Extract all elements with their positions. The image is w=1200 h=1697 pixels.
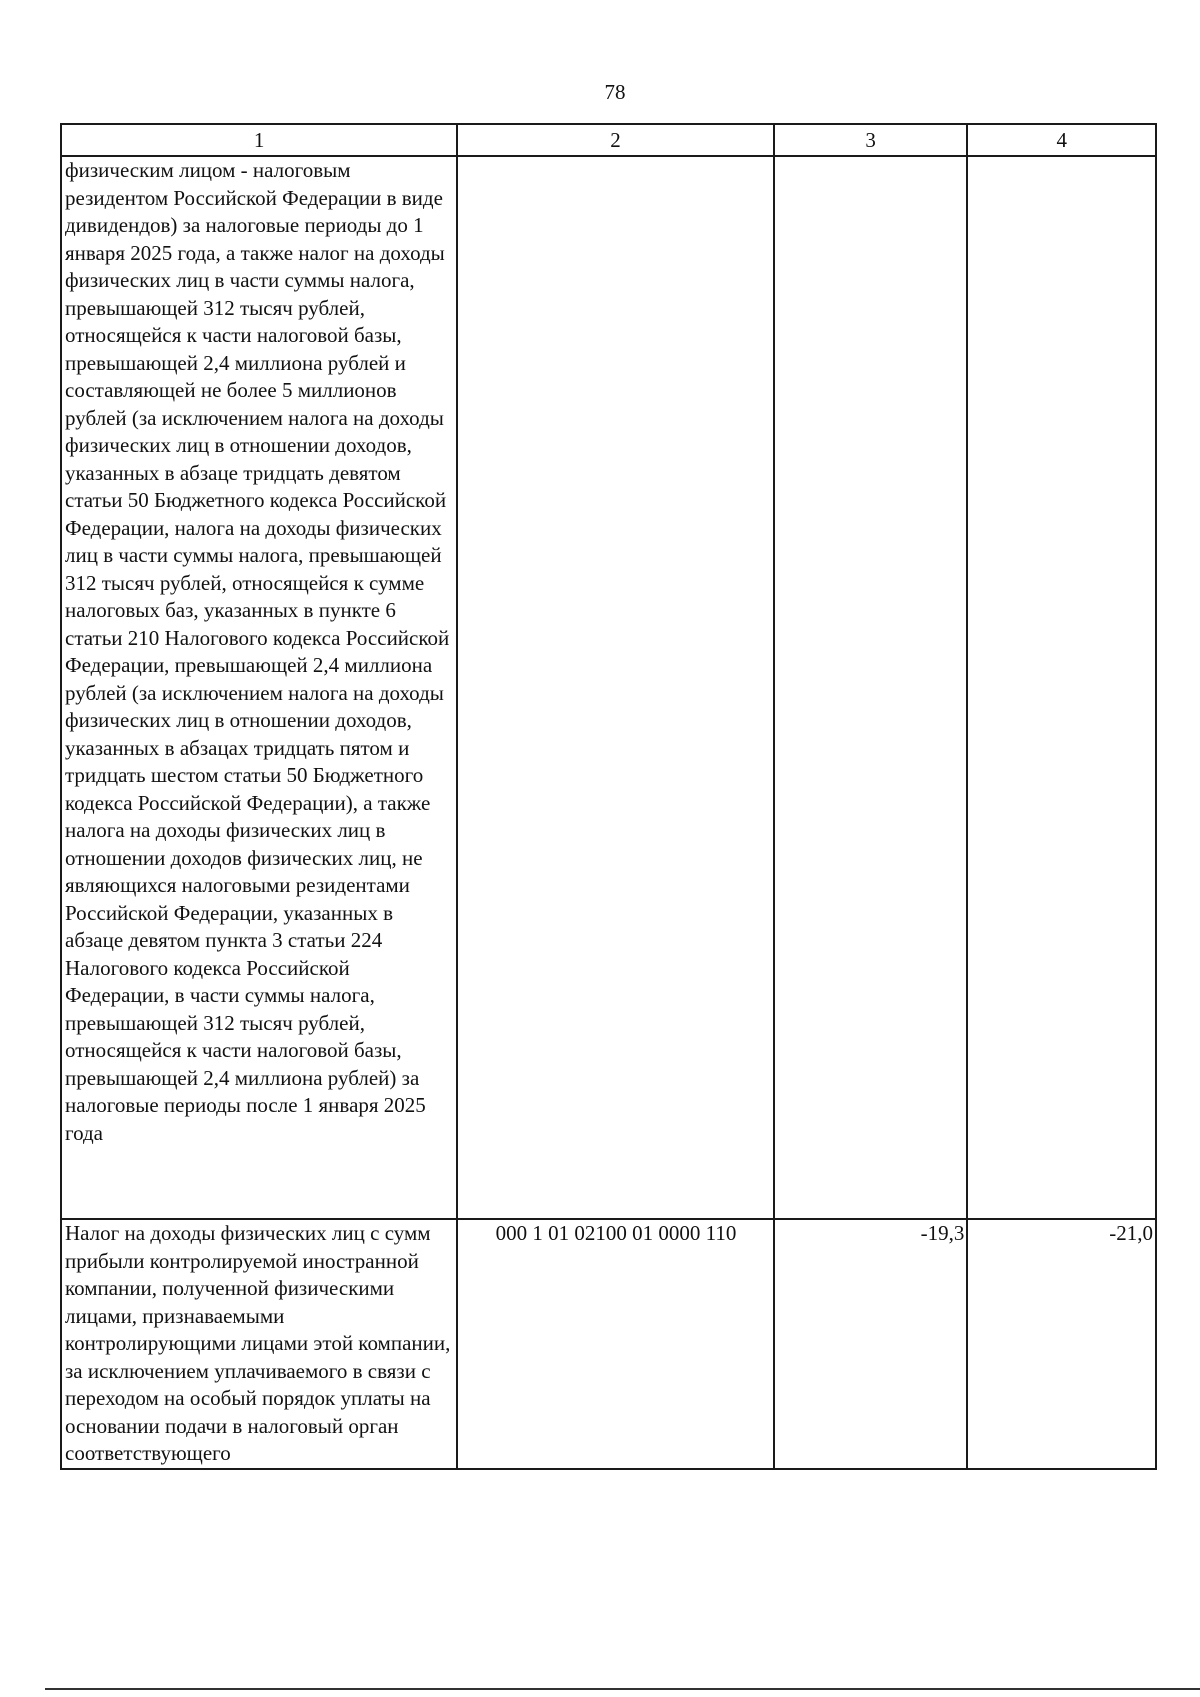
table-row (61, 156, 1156, 1219)
income-name-cell: физическим лицом - налоговым резидентом Российской Федерации в виде дивидендов) за налоговые периоды до 1 января 2025 года, а также налог на доходы физических лиц в части суммы налога, превышающей 312 тысяч рублей, относящейся к части налоговой базы, превышающей 2,4 миллиона рублей и составляющей не более 5 миллионов рублей (за исключением налога на доходы физических лиц в отношении доходов, указанных в абзаце тридцать девятом статьи 50 Бюджетного кодекса Российской Федерации, налога на доходы физических лиц в части суммы налога, превышающей 312 тысяч рублей, относящейся к сумме налоговых баз, указанных в пункте 6 статьи 210 Налогового кодекса Российской Федерации, превышающей 2,4 миллиона рублей (за исключением налога на доходы физических лиц в отношении доходов, указанных в абзацах тридцать пятом и тридцать шестом статьи 50 Бюджетного кодекса Российской Федерации), а также налога на доходы физических лиц в отношении доходов физических лиц, не являющихся налоговыми резидентами Российской Федерации, указанных в абзаце девятом пункта 3 статьи 224 Налогового кодекса Российской Федерации, в части суммы налога, превышающей 312 тысяч рублей, относящейся к части налоговой базы, превышающей 2,4 миллиона рублей) за налоговые периоды после 1 января 2025 года (61, 156, 457, 1219)
column-header-4: 4 (967, 124, 1156, 156)
column-header-2: 2 (457, 124, 774, 156)
budget-table (60, 123, 1157, 1470)
classification-code-cell (457, 156, 774, 1219)
column-header-1: 1 (61, 124, 457, 156)
column-header-3: 3 (774, 124, 968, 156)
value-cell-col4: -21,0 (967, 1219, 1156, 1469)
income-name-cell: Налог на доходы физических лиц с сумм прибыли контролируемой иностранной компании, полученной физическими лицами, признаваемыми контролирующими лицами этой компании, за исключением уплачиваемого в связи с переходом на особый порядок уплаты на основании подачи в налоговый орган соответствующего (61, 1219, 457, 1469)
value-cell-col3: -19,3 (774, 1219, 968, 1469)
page-bottom-rule (45, 1688, 1200, 1690)
page-number: 78 (604, 80, 626, 104)
value-cell-col4 (967, 156, 1156, 1219)
value-cell-col3 (774, 156, 968, 1219)
header-row (61, 124, 1156, 156)
classification-code-cell: 000 1 01 02100 01 0000 110 (457, 1219, 774, 1469)
table-row (61, 1219, 1156, 1469)
